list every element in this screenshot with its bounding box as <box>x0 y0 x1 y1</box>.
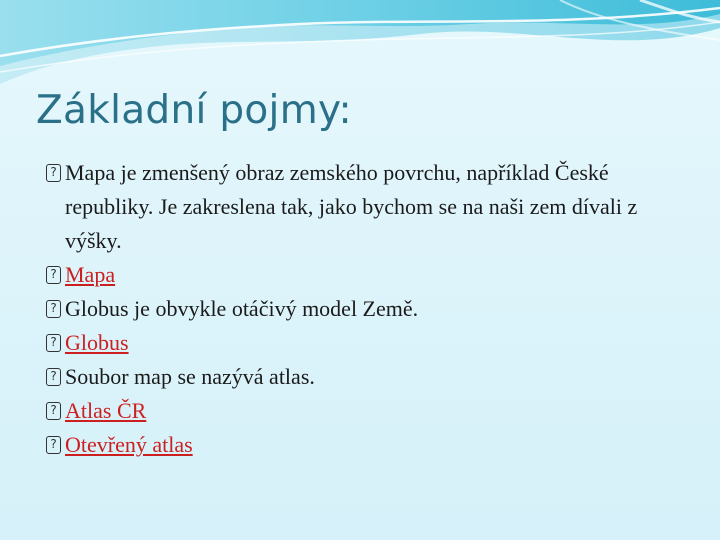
item-text: Globus je obvykle otáčivý model Země. <box>65 296 419 321</box>
bullet-icon: ? <box>46 164 61 182</box>
bullet-icon: ? <box>46 334 61 352</box>
link-mapa[interactable]: Mapa <box>65 262 116 287</box>
list-item <box>46 360 686 394</box>
list-item <box>46 394 686 428</box>
list-item <box>46 326 686 360</box>
bullet-list <box>46 156 686 462</box>
list-item <box>46 292 686 326</box>
header-wave-decoration <box>0 0 720 90</box>
bullet-icon: ? <box>46 402 61 420</box>
bullet-icon: ? <box>46 300 61 318</box>
bullet-icon: ? <box>46 436 61 454</box>
link-globus[interactable]: Globus <box>65 330 129 355</box>
item-text: Mapa je zmenšený obraz zemského povrchu, například České republiky. Je zakreslena tak, jako bychom se na naši zem dívali z výšky. <box>65 160 638 253</box>
slide-title: Základní pojmy: <box>36 88 352 133</box>
bullet-icon: ? <box>46 368 61 386</box>
list-item <box>46 428 686 462</box>
list-item <box>46 156 686 258</box>
list-item <box>46 258 686 292</box>
link-atlas-cr[interactable]: Atlas ČR <box>65 398 147 423</box>
link-otevreny-atlas[interactable]: Otevřený atlas <box>65 432 193 457</box>
item-text: Soubor map se nazývá atlas. <box>65 364 315 389</box>
bullet-icon: ? <box>46 266 61 284</box>
